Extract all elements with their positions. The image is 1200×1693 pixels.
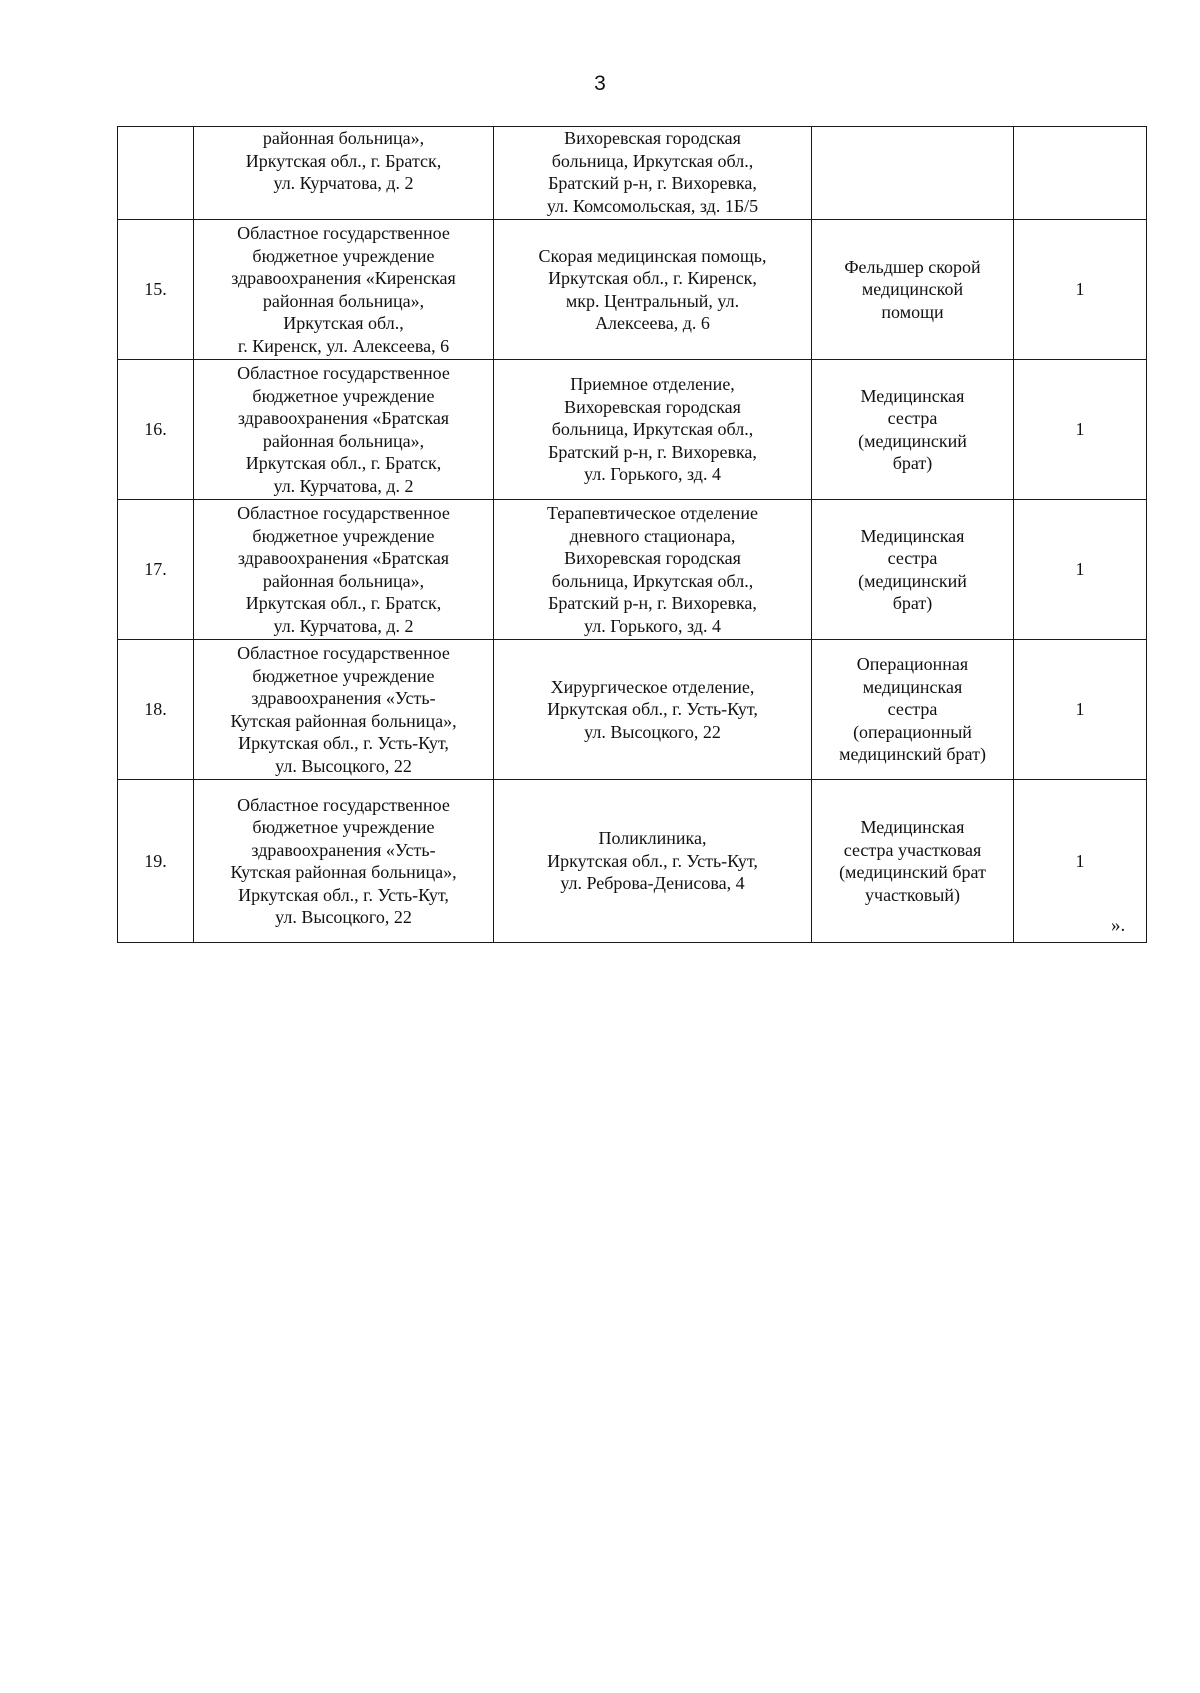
position-cell: Операционная медицинская сестра (операционный медицинский брат) (812, 640, 1014, 780)
row-number-cell (118, 127, 194, 220)
closing-quote-mark: ». (1111, 915, 1126, 936)
unit-address-cell: Приемное отделение, Вихоревская городская больница, Иркутская обл., Братский р-н, г. Вихоревка, ул. Горького, зд. 4 (494, 360, 812, 500)
unit-address-cell: Терапевтическое отделение дневного стационара, Вихоревская городская больница, Иркутская обл., Братский р-н, г. Вихоревка, ул. Горького, зд. 4 (494, 500, 812, 640)
unit-address-cell: Скорая медицинская помощь, Иркутская обл., г. Киренск, мкр. Центральный, ул. Алексеева, д. 6 (494, 220, 812, 360)
row-number-cell: 15. (118, 220, 194, 360)
positions-table (117, 126, 1147, 943)
quantity-cell: 1 (1014, 500, 1147, 640)
row-number-cell: 19. (118, 780, 194, 943)
row-number-cell: 16. (118, 360, 194, 500)
table-row (118, 220, 1147, 360)
table-row (118, 500, 1147, 640)
table-row (118, 780, 1147, 943)
table-row (118, 127, 1147, 220)
organization-cell: Областное государственное бюджетное учреждение здравоохранения «Братская районная больница», Иркутская обл., г. Братск, ул. Курчатова, д. 2 (194, 360, 494, 500)
organization-cell: районная больница», Иркутская обл., г. Братск, ул. Курчатова, д. 2 (194, 127, 494, 220)
unit-address-cell: Поликлиника, Иркутская обл., г. Усть-Кут, ул. Реброва-Денисова, 4 (494, 780, 812, 943)
organization-cell: Областное государственное бюджетное учреждение здравоохранения «Усть- Кутская районная больница», Иркутская обл., г. Усть-Кут, ул. Высоцкого, 22 (194, 780, 494, 943)
quantity-cell: 1 (1014, 360, 1147, 500)
row-number-cell: 17. (118, 500, 194, 640)
organization-cell: Областное государственное бюджетное учреждение здравоохранения «Усть- Кутская районная больница», Иркутская обл., г. Усть-Кут, ул. Высоцкого, 22 (194, 640, 494, 780)
position-cell: Медицинская сестра (медицинский брат) (812, 500, 1014, 640)
quantity-cell: 1 (1014, 640, 1147, 780)
table-row (118, 640, 1147, 780)
position-cell: Медицинская сестра (медицинский брат) (812, 360, 1014, 500)
position-cell: Фельдшер скорой медицинской помощи (812, 220, 1014, 360)
unit-address-cell: Хирургическое отделение, Иркутская обл., г. Усть-Кут, ул. Высоцкого, 22 (494, 640, 812, 780)
table-row (118, 360, 1147, 500)
quantity-cell: 1 (1014, 220, 1147, 360)
position-cell: Медицинская сестра участковая (медицинский брат участковый) (812, 780, 1014, 943)
position-cell (812, 127, 1014, 220)
unit-address-cell: Вихоревская городская больница, Иркутская обл., Братский р-н, г. Вихоревка, ул. Комсомольская, зд. 1Б/5 (494, 127, 812, 220)
quantity-cell: 1 (1014, 780, 1147, 943)
organization-cell: Областное государственное бюджетное учреждение здравоохранения «Киренская районная больница», Иркутская обл., г. Киренск, ул. Алексеева, 6 (194, 220, 494, 360)
row-number-cell: 18. (118, 640, 194, 780)
organization-cell: Областное государственное бюджетное учреждение здравоохранения «Братская районная больница», Иркутская обл., г. Братск, ул. Курчатова, д. 2 (194, 500, 494, 640)
quantity-cell (1014, 127, 1147, 220)
page-number: 3 (594, 72, 606, 95)
